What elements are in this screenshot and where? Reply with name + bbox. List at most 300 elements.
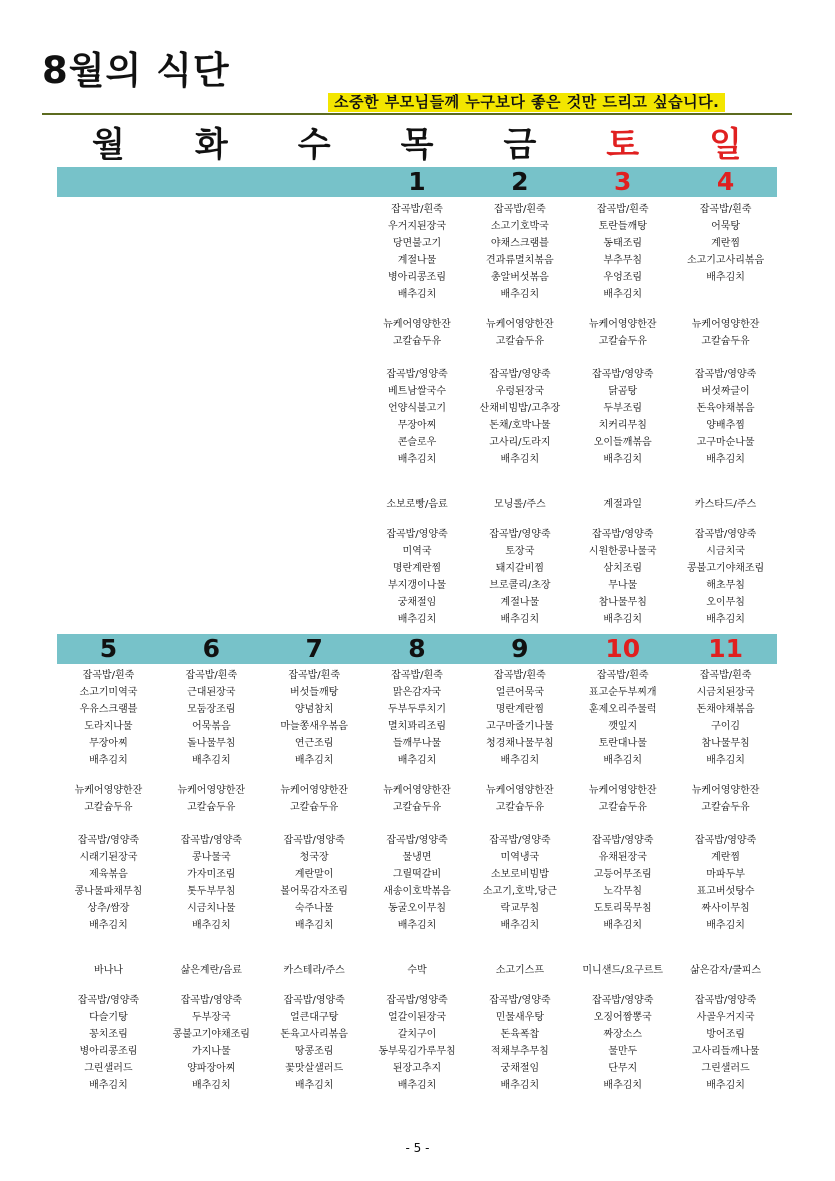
meal-block	[57, 993, 160, 1103]
date-number: 10	[605, 634, 641, 663]
menu-item: 배추김치	[397, 288, 437, 300]
meal-block	[674, 783, 777, 828]
menu-item: 깻잎지	[608, 720, 638, 732]
menu-item: 물냉면	[402, 851, 432, 863]
menu-item: 돌나물무침	[187, 737, 236, 749]
menu-item: 멸치꽈리조림	[388, 720, 446, 732]
menu-item: 배추김치	[397, 754, 437, 766]
meal-block	[674, 487, 777, 522]
menu-item: 배추김치	[706, 613, 745, 625]
menu-item: 카스테라/주스	[283, 965, 345, 976]
menu-item: 도토리묵무침	[593, 902, 652, 914]
menu-item: 뉴케어영양한잔	[486, 319, 554, 330]
menu-item: 모닝롤/주스	[494, 499, 546, 510]
menu-item: 잡곡밥/영양죽	[489, 835, 551, 846]
menu-item: 배추김치	[397, 453, 437, 465]
menu-item: 뉴케어영양한잔	[177, 785, 246, 796]
menu-item: 오징어짬뽕국	[593, 1011, 652, 1023]
menu-item: 배추김치	[89, 919, 128, 931]
week-2-date-band	[57, 634, 777, 664]
menu-item: 배추김치	[500, 1079, 540, 1091]
menu-item: 적채부추무침	[490, 1045, 549, 1057]
menu-item: 방어조림	[706, 1028, 745, 1040]
menu-item: 고칼슘두유	[495, 801, 545, 813]
meal-block	[571, 993, 674, 1103]
menu-item: 미역냉국	[500, 851, 540, 863]
menu-item: 잡곡밥/영양죽	[489, 995, 551, 1006]
weekday-label: 화	[194, 125, 228, 165]
meal-block	[57, 527, 160, 637]
menu-item: 사골우거지국	[696, 1011, 755, 1023]
menu-item: 시래기된장국	[79, 851, 138, 863]
menu-item: 궁채절임	[397, 596, 437, 608]
menu-item: 고칼슘두유	[598, 335, 647, 347]
menu-item: 병아리콩조림	[79, 1045, 138, 1057]
menu-item: 배추김치	[500, 453, 540, 465]
menu-item: 배추김치	[294, 754, 334, 766]
menu-item: 소고기호박국	[490, 220, 549, 232]
menu-item: 가지나물	[191, 1045, 231, 1057]
menu-item: 잡곡밥/영양죽	[592, 835, 654, 846]
menu-item: 소보로비빔밥	[490, 868, 549, 880]
day-menu-column	[57, 668, 160, 1113]
menu-item: 무장아찌	[89, 737, 128, 749]
menu-item: 고칼슘두유	[598, 801, 647, 813]
day-menu-column	[263, 668, 366, 1113]
menu-item: 버섯짜글이	[701, 385, 750, 397]
menu-item: 뉴케어영양한잔	[691, 319, 760, 330]
meal-block	[571, 317, 674, 362]
meal-block	[263, 527, 366, 637]
meal-block	[571, 367, 674, 482]
menu-item: 미역국	[402, 545, 432, 557]
menu-item: 어묵볶음	[191, 720, 231, 732]
menu-item: 콘슬로우	[397, 436, 437, 448]
menu-item: 마파두부	[706, 868, 745, 880]
menu-item: 그릴떡갈비	[392, 868, 442, 880]
menu-item: 시금치국	[706, 545, 745, 557]
menu-item: 배추김치	[397, 919, 437, 931]
menu-item: 삼치조림	[603, 562, 643, 574]
menu-item: 뉴케어영양한잔	[383, 785, 451, 796]
meal-block	[263, 202, 366, 312]
meal-block	[571, 833, 674, 948]
meal-block	[263, 993, 366, 1103]
menu-item: 동태조림	[603, 237, 643, 249]
menu-item: 청국장	[299, 851, 329, 863]
menu-item: 카스타드/주스	[694, 499, 757, 510]
menu-item: 청경채나물무침	[486, 737, 554, 749]
meal-block	[263, 783, 366, 828]
menu-item: 민물새우탕	[495, 1011, 545, 1023]
menu-item: 잡곡밥/흰죽	[288, 670, 340, 681]
menu-item: 잡곡밥/영양죽	[180, 995, 242, 1006]
meal-block	[57, 783, 160, 828]
slogan-banner: 소중한 부모님들께 누구보다 좋은 것만 드리고 싶습니다.	[328, 93, 725, 112]
menu-item: 배추김치	[191, 754, 231, 766]
menu-item: 잡곡밥/흰죽	[494, 670, 546, 681]
menu-item: 동부묵김가루무침	[378, 1045, 456, 1057]
meal-block	[57, 833, 160, 948]
menu-item: 고사리/도라지	[489, 436, 551, 448]
meal-block	[674, 953, 777, 988]
menu-item: 돈육야채볶음	[696, 402, 755, 414]
menu-item: 계란말이	[294, 868, 334, 880]
menu-item: 그린샐러드	[84, 1062, 133, 1074]
meal-block	[366, 783, 469, 828]
menu-item: 잡곡밥/흰죽	[699, 204, 752, 215]
menu-item: 구이김	[711, 720, 741, 732]
menu-item: 짜장소스	[603, 1028, 643, 1040]
menu-item: 베트남쌀국수	[388, 385, 446, 397]
menu-item: 볼어묵감자조림	[280, 885, 348, 897]
menu-item: 꽁치조림	[89, 1028, 128, 1040]
date-number: 6	[202, 634, 220, 663]
day-menu-column	[468, 202, 571, 647]
menu-item: 배추김치	[603, 1079, 643, 1091]
meal-block	[366, 487, 469, 522]
page-number: - 5 -	[405, 1141, 430, 1155]
menu-item: 고칼슘두유	[84, 801, 133, 813]
menu-item: 잡곡밥/영양죽	[386, 835, 448, 846]
date-number: 8	[408, 634, 426, 663]
meal-block	[57, 953, 160, 988]
day-menu-column	[366, 668, 469, 1113]
menu-item: 배추김치	[294, 919, 334, 931]
menu-item: 토란대나물	[598, 737, 647, 749]
meal-block	[57, 202, 160, 312]
menu-item: 제육볶음	[89, 868, 128, 880]
day-menu-column	[571, 668, 674, 1113]
meal-block	[571, 487, 674, 522]
menu-item: 콩나물파채무침	[74, 885, 143, 897]
menu-item: 잡곡밥/영양죽	[694, 835, 757, 846]
menu-item: 양배추찜	[706, 419, 745, 431]
day-menu-column	[468, 668, 571, 1113]
menu-item: 소고기미역국	[79, 686, 138, 698]
menu-item: 뉴케어영양한잔	[74, 785, 143, 796]
menu-item: 고등어무조림	[593, 868, 652, 880]
menu-item: 들깨무나물	[392, 737, 442, 749]
day-menu-column	[160, 202, 263, 647]
menu-item: 배추김치	[603, 288, 643, 300]
date-number	[160, 167, 263, 197]
menu-item: 소고기스프	[495, 965, 545, 976]
menu-item: 잡곡밥/영양죽	[489, 369, 551, 380]
menu-item: 양파장아찌	[187, 1062, 236, 1074]
menu-item: 계란찜	[711, 237, 741, 249]
meal-block	[263, 668, 366, 778]
meal-block	[366, 668, 469, 778]
menu-item: 유채된장국	[598, 851, 647, 863]
meal-block	[674, 527, 777, 637]
date-number: 5	[99, 634, 118, 663]
day-menu-column	[57, 202, 160, 647]
meal-block	[366, 527, 469, 637]
menu-item: 배추김치	[89, 754, 128, 766]
meal-block	[160, 993, 263, 1103]
menu-item: 상추/쌈장	[87, 902, 130, 914]
meal-block	[57, 317, 160, 362]
menu-item: 무장아찌	[397, 419, 437, 431]
menu-item: 잡곡밥/영양죽	[694, 995, 757, 1006]
menu-item: 모둠장조림	[187, 703, 236, 715]
menu-item: 오이무침	[706, 596, 745, 608]
menu-item: 동굴오이무침	[388, 902, 446, 914]
meal-block	[57, 487, 160, 522]
menu-item: 수박	[407, 965, 427, 976]
menu-item: 언양식불고기	[388, 402, 446, 414]
menu-item: 노각무침	[603, 885, 643, 897]
date-number: 1	[408, 167, 426, 196]
menu-item: 새송이호박볶음	[383, 885, 451, 897]
meal-block	[160, 783, 263, 828]
meal-block	[674, 833, 777, 948]
menu-item: 배추김치	[603, 613, 643, 625]
menu-item: 고칼슘두유	[701, 335, 750, 347]
menu-item: 잡곡밥/흰죽	[494, 204, 546, 215]
menu-item: 두부조림	[603, 402, 643, 414]
menu-item: 계란찜	[711, 851, 741, 863]
menu-item: 고칼슘두유	[701, 801, 750, 813]
meal-block	[57, 668, 160, 778]
menu-item: 브로콜리/초장	[489, 579, 551, 591]
menu-item: 배추김치	[603, 453, 643, 465]
menu-item: 표고순두부찌개	[588, 686, 657, 698]
menu-item: 물만두	[608, 1045, 638, 1057]
weekday-header	[57, 123, 777, 167]
meal-block	[366, 953, 469, 988]
weekday-label: 목	[400, 125, 434, 165]
menu-item: 고칼슘두유	[187, 801, 236, 813]
menu-item: 잡곡밥/영양죽	[386, 995, 448, 1006]
meal-block	[366, 993, 469, 1103]
meal-block	[263, 317, 366, 362]
menu-item: 바나나	[93, 965, 123, 976]
menu-item: 근대된장국	[187, 686, 236, 698]
meal-block	[160, 527, 263, 637]
menu-item: 고사리들깨나물	[691, 1045, 760, 1057]
meal-block	[160, 367, 263, 482]
menu-item: 돈채야채볶음	[696, 703, 755, 715]
meal-block	[468, 668, 571, 778]
menu-item: 명란계란찜	[392, 562, 442, 574]
menu-item: 잡곡밥/흰죽	[391, 204, 443, 215]
menu-item: 버섯들깨탕	[289, 686, 339, 698]
date-number: 9	[511, 634, 529, 663]
meal-block	[468, 202, 571, 312]
menu-item: 톳두부무침	[187, 885, 236, 897]
meal-block	[571, 527, 674, 637]
menu-item: 병아리콩조림	[388, 271, 446, 283]
menu-item: 얼큰어묵국	[495, 686, 545, 698]
date-number: 3	[614, 167, 632, 196]
menu-item: 콩불고기야채조림	[686, 562, 765, 574]
menu-item: 시금치된장국	[696, 686, 755, 698]
menu-item: 잡곡밥/영양죽	[592, 529, 654, 540]
meal-block	[674, 317, 777, 362]
menu-item: 잡곡밥/영양죽	[386, 369, 448, 380]
menu-item: 두부장국	[191, 1011, 231, 1023]
menu-item: 가자미조림	[187, 868, 236, 880]
menu-item: 갈치구이	[397, 1028, 437, 1040]
menu-item: 잡곡밥/영양죽	[489, 529, 551, 540]
menu-item: 배추김치	[706, 1079, 745, 1091]
meal-block	[571, 202, 674, 312]
week-1-menu-grid	[57, 202, 777, 647]
menu-item: 미니샌드/요구르트	[582, 965, 664, 976]
menu-item: 배추김치	[397, 1079, 437, 1091]
date-number	[263, 167, 366, 197]
menu-item: 시금치나물	[187, 902, 236, 914]
menu-item: 소보로빵/음료	[386, 499, 448, 510]
menu-item: 돈육고사리볶음	[280, 1028, 348, 1040]
week-2-menu-grid	[57, 668, 777, 1113]
day-menu-column	[263, 202, 366, 647]
date-number: 4	[716, 167, 735, 196]
meal-block	[263, 953, 366, 988]
menu-item: 고칼슘두유	[392, 801, 442, 813]
menu-item: 맑은감자국	[392, 686, 442, 698]
title-divider	[42, 113, 792, 115]
menu-item: 잡곡밥/영양죽	[77, 995, 140, 1006]
menu-item: 그린샐러드	[701, 1062, 750, 1074]
meal-block	[468, 527, 571, 637]
menu-item: 고구마순나물	[696, 436, 755, 448]
menu-item: 배추김치	[603, 919, 643, 931]
page-title: 8월의 식단	[42, 49, 230, 92]
menu-item: 연근조림	[294, 737, 334, 749]
day-menu-column	[571, 202, 674, 647]
meal-block	[468, 317, 571, 362]
menu-item: 오이들깨볶음	[593, 436, 652, 448]
menu-item: 계절나물	[397, 254, 437, 266]
menu-item: 잡곡밥/흰죽	[185, 670, 238, 681]
menu-item: 마늘쫑새우볶음	[280, 720, 348, 732]
meal-block	[57, 367, 160, 482]
menu-item: 뉴케어영양한잔	[691, 785, 760, 796]
menu-item: 삶은감자/쿨피스	[690, 965, 762, 976]
menu-item: 해초무침	[706, 579, 745, 591]
menu-item: 단무지	[608, 1062, 638, 1074]
meal-block	[468, 993, 571, 1103]
menu-item: 잡곡밥/영양죽	[283, 835, 345, 846]
menu-item: 배추김치	[706, 919, 745, 931]
menu-item: 잡곡밥/영양죽	[283, 995, 345, 1006]
menu-item: 표고버섯탕수	[696, 885, 755, 897]
date-number: 11	[708, 634, 743, 663]
menu-item: 잡곡밥/영양죽	[592, 995, 654, 1006]
menu-item: 뉴케어영양한잔	[588, 319, 657, 330]
meal-block	[366, 317, 469, 362]
menu-item: 얼큰대구탕	[289, 1011, 339, 1023]
date-number: 7	[305, 634, 323, 663]
menu-item: 콩불고기야채조림	[172, 1028, 250, 1040]
menu-item: 잡곡밥/영양죽	[694, 369, 757, 380]
menu-item: 토장국	[505, 545, 535, 557]
menu-item: 소고기고사리볶음	[686, 254, 765, 266]
meal-block	[468, 487, 571, 522]
meal-block	[160, 833, 263, 948]
meal-block	[571, 953, 674, 988]
menu-item: 돈육폭찹	[500, 1028, 540, 1040]
day-menu-column	[366, 202, 469, 647]
menu-item: 잡곡밥/영양죽	[694, 529, 757, 540]
menu-item: 배추김치	[500, 613, 540, 625]
menu-item: 삶은계란/음료	[180, 965, 242, 976]
meal-block	[468, 367, 571, 482]
menu-item: 꽃맛살샐러드	[285, 1062, 344, 1074]
menu-item: 닭곰탕	[608, 385, 638, 397]
meal-block	[674, 993, 777, 1103]
menu-item: 우엉조림	[603, 271, 643, 283]
meal-block	[366, 202, 469, 312]
meal-block	[674, 668, 777, 778]
menu-item: 훈제오리주물럭	[588, 703, 657, 715]
weekday-label: 금	[503, 125, 537, 165]
meal-block	[160, 953, 263, 988]
menu-item: 배추김치	[500, 288, 540, 300]
menu-item: 락교무침	[500, 902, 540, 914]
meal-block	[160, 202, 263, 312]
menu-item: 견과류멸치볶음	[486, 254, 554, 266]
menu-item: 잡곡밥/흰죽	[391, 670, 443, 681]
menu-item: 양념참치	[294, 703, 334, 715]
menu-item: 배추김치	[500, 919, 540, 931]
meal-block	[674, 202, 777, 312]
menu-item: 배추김치	[89, 1079, 128, 1091]
menu-item: 야채스크램블	[490, 237, 549, 249]
menu-item: 다슬기탕	[89, 1011, 128, 1023]
menu-item: 우거지된장국	[388, 220, 446, 232]
menu-item: 시원한콩나물국	[588, 545, 657, 557]
menu-item: 뉴케어영양한잔	[588, 785, 657, 796]
menu-item: 소고기,호박,당근	[482, 885, 557, 897]
menu-item: 배추김치	[706, 453, 745, 465]
menu-item: 돈채/호박나물	[489, 419, 551, 431]
menu-item: 잡곡밥/흰죽	[596, 204, 649, 215]
menu-item: 얼갈이된장국	[388, 1011, 446, 1023]
day-menu-column	[674, 668, 777, 1113]
weekday-label: 수	[297, 125, 331, 165]
menu-item: 참나물무침	[598, 596, 647, 608]
meal-block	[263, 367, 366, 482]
meal-block	[468, 783, 571, 828]
meal-block	[160, 317, 263, 362]
menu-item: 땅콩조림	[294, 1045, 334, 1057]
menu-item: 고칼슘두유	[392, 335, 442, 347]
menu-item: 배추김치	[191, 1079, 231, 1091]
menu-item: 계절과일	[603, 499, 643, 510]
menu-item: 배추김치	[500, 754, 540, 766]
meal-block	[571, 668, 674, 778]
menu-item: 두부두루치기	[388, 703, 446, 715]
menu-item: 고칼슘두유	[289, 801, 339, 813]
menu-item: 당면불고기	[392, 237, 442, 249]
menu-item: 뉴케어영양한잔	[280, 785, 348, 796]
menu-item: 잡곡밥/영양죽	[592, 369, 654, 380]
menu-item: 배추김치	[706, 754, 745, 766]
menu-item: 계절나물	[500, 596, 540, 608]
meal-block	[160, 668, 263, 778]
menu-item: 도라지나물	[84, 720, 133, 732]
menu-item: 잡곡밥/흰죽	[596, 670, 649, 681]
menu-item: 어묵탕	[711, 220, 741, 232]
meal-block	[571, 783, 674, 828]
menu-item: 잡곡밥/영양죽	[77, 835, 140, 846]
menu-item: 잡곡밥/흰죽	[82, 670, 135, 681]
menu-item: 배추김치	[603, 754, 643, 766]
